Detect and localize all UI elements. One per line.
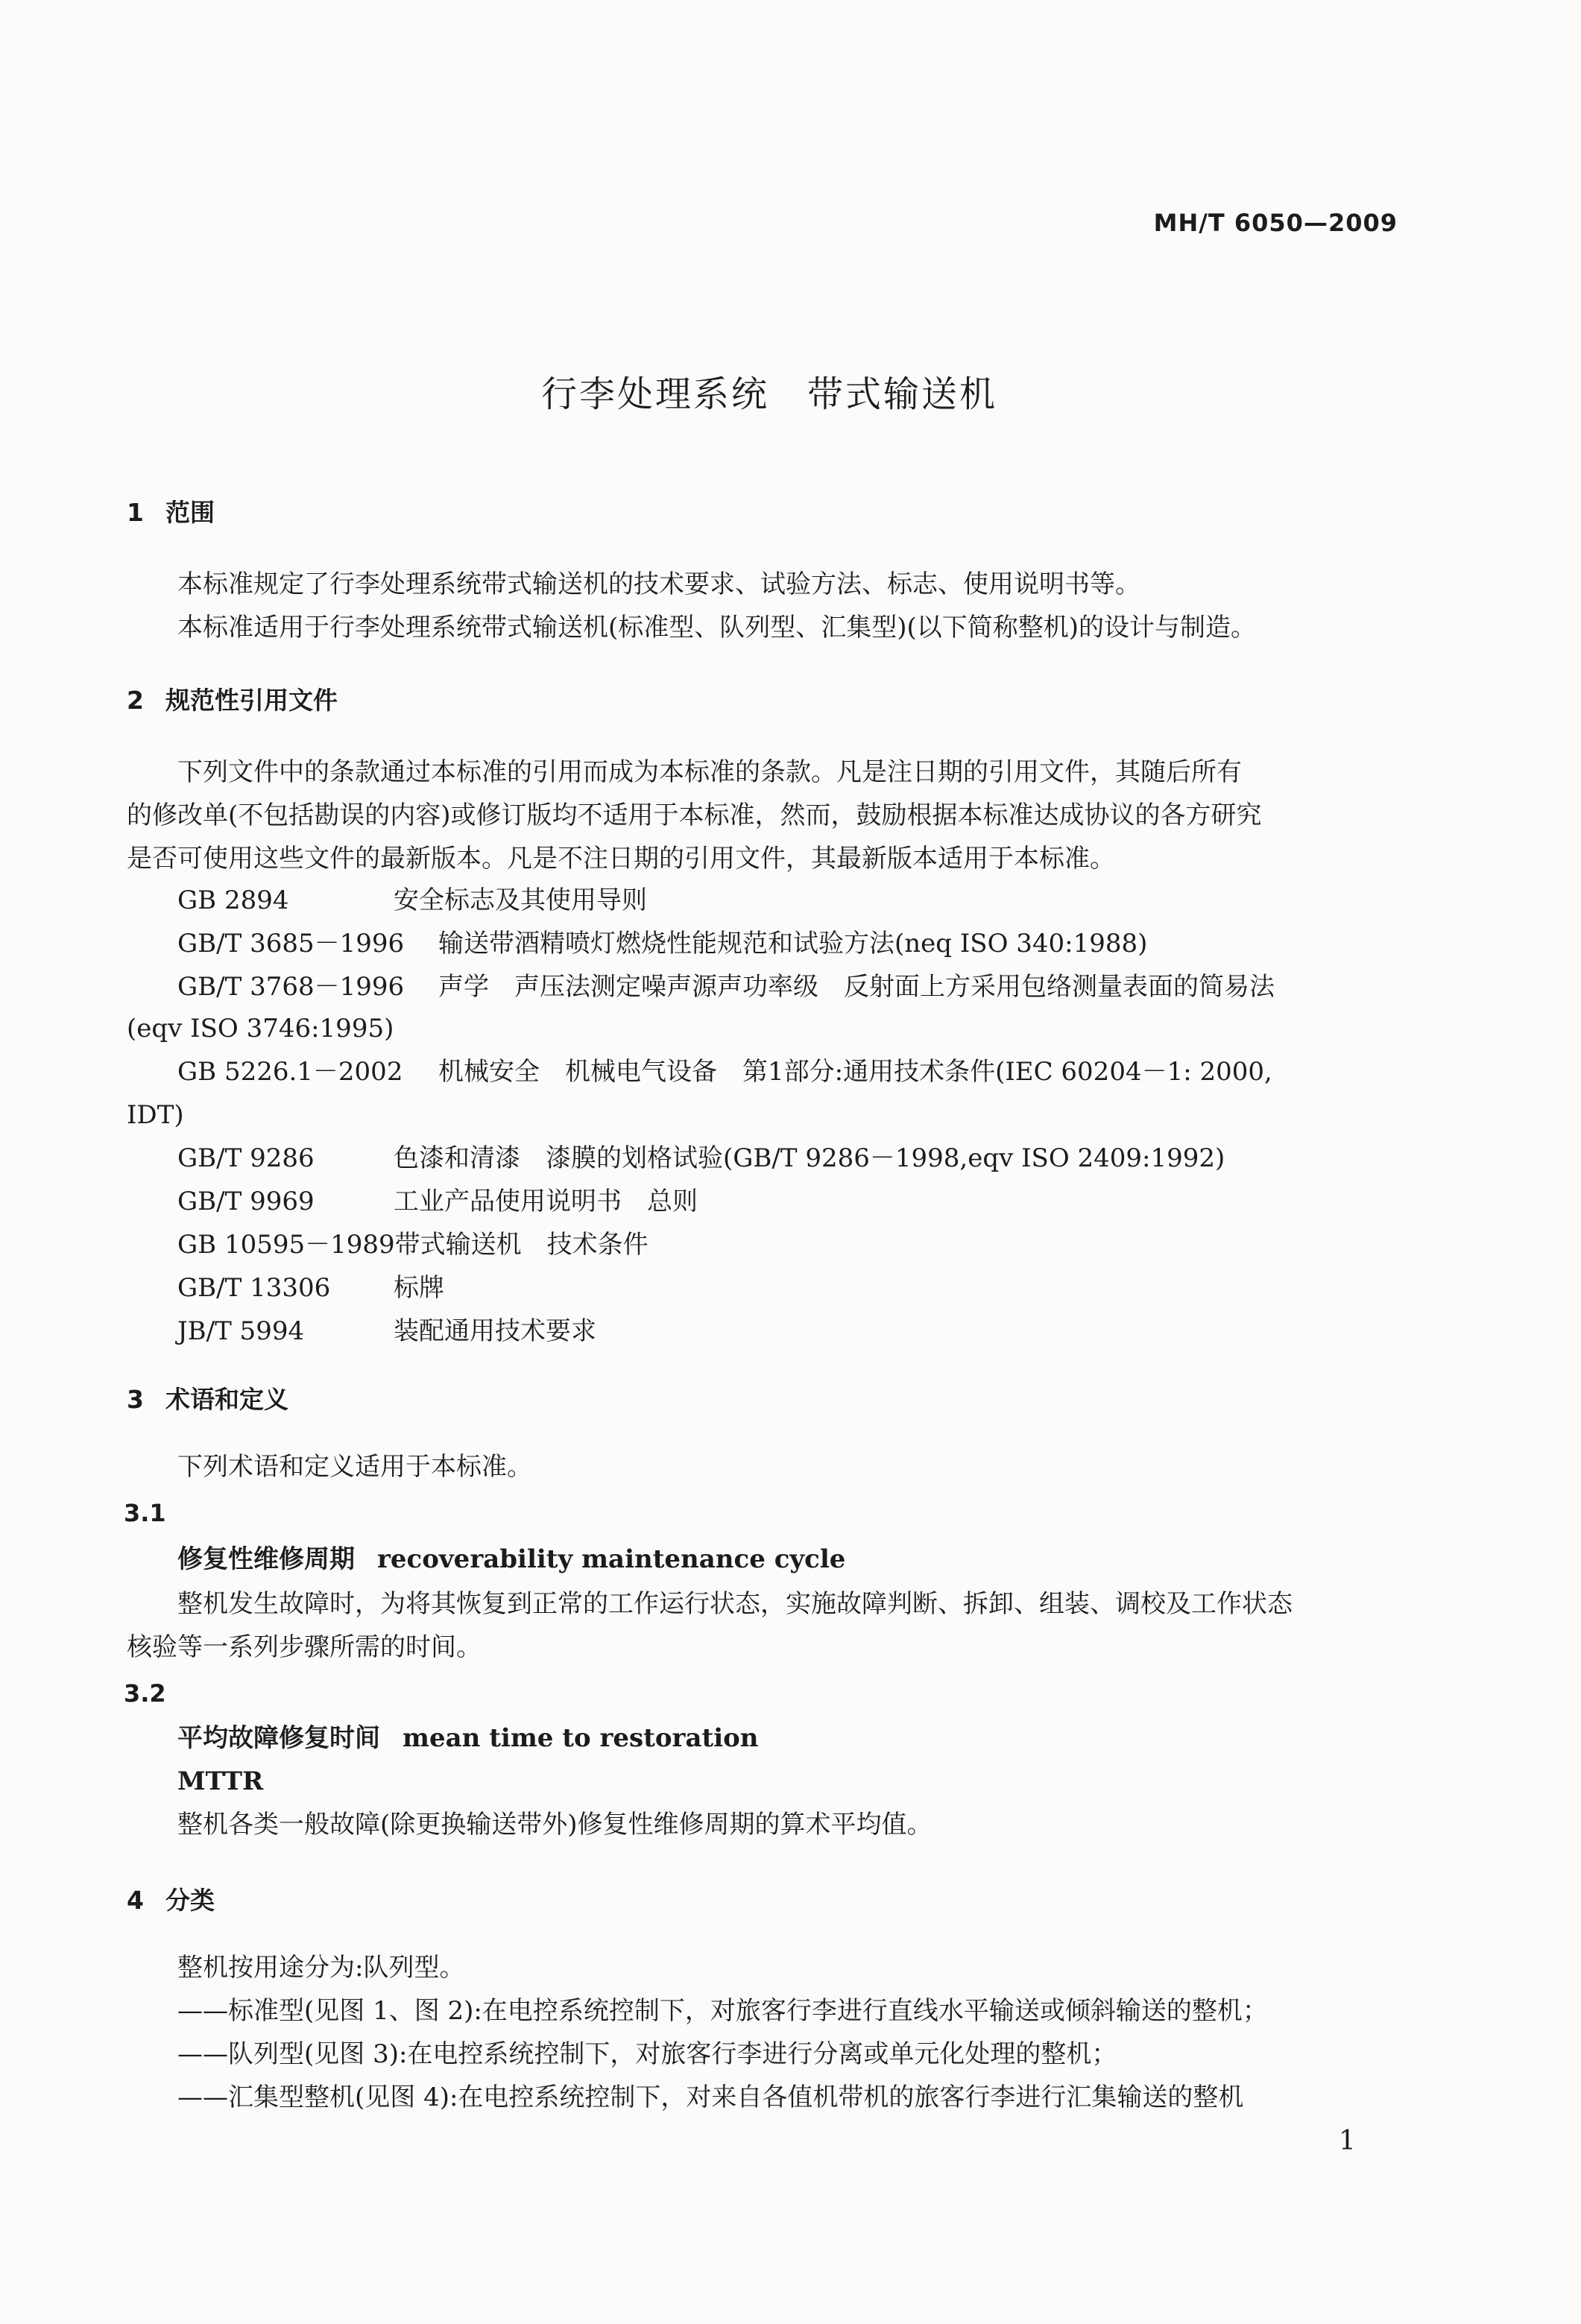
term-english: recoverability maintenance cycle	[377, 1544, 846, 1574]
section-heading-terms	[127, 1385, 288, 1415]
reference-title: 声学 声压法测定噪声源声功率级 反射面上方采用包络测量表面的简易法	[438, 972, 1275, 1002]
reference-item	[177, 972, 1275, 1002]
section-number: 4	[127, 1886, 144, 1915]
reference-item	[177, 1143, 1225, 1173]
reference-item	[177, 1273, 444, 1303]
reference-code: JB/T 5994	[177, 1316, 305, 1346]
section-title: 规范性引用文件	[165, 686, 338, 715]
term-definition-continuation: 核验等一系列步骤所需的时间。	[127, 1632, 482, 1662]
reference-item	[177, 885, 647, 915]
reference-code: GB 2894	[177, 885, 289, 915]
section-number: 1	[127, 498, 144, 527]
paragraph: 本标准适用于行李处理系统带式输送机(标准型、队列型、汇集型)(以下简称整机)的设计与制造。	[177, 613, 1257, 642]
reference-continuation: (eqv ISO 3746:1995)	[127, 1014, 394, 1043]
reference-title: 工业产品使用说明书 总则	[394, 1187, 698, 1216]
list-item: ——队列型(见图 3):在电控系统控制下，对旅客行李进行分离或单元化处理的整机；	[177, 2039, 1117, 2069]
section-title: 范围	[165, 498, 215, 527]
section-number: 3	[127, 1385, 144, 1414]
reference-item	[177, 1057, 1272, 1087]
section-heading-normative-references	[127, 686, 338, 716]
page-number: 1	[1339, 2126, 1356, 2156]
reference-title: 输送带酒精喷灯燃烧性能规范和试验方法(neq ISO 340:1988)	[438, 929, 1148, 959]
reference-title: 机械安全 机械电气设备 第1部分:通用技术条件(IEC 60204－1: 2000,	[438, 1057, 1272, 1087]
term-entry	[177, 1544, 845, 1574]
section-heading-classification	[127, 1886, 215, 1916]
reference-code: GB/T 13306	[177, 1273, 331, 1303]
paragraph: 整机按用途分为:队列型。	[177, 1953, 465, 1983]
reference-continuation: IDT)	[127, 1100, 184, 1130]
reference-code: GB/T 3685－1996	[177, 929, 405, 959]
term-chinese: 修复性维修周期	[177, 1544, 355, 1574]
reference-title: 带式输送机 技术条件	[394, 1230, 649, 1260]
term-entry	[177, 1723, 759, 1753]
section-title: 分类	[165, 1886, 215, 1915]
subclause-number: 3.1	[124, 1499, 166, 1527]
term-abbreviation: MTTR	[177, 1766, 264, 1796]
reference-item	[177, 1187, 698, 1216]
reference-code: GB/T 3768－1996	[177, 972, 405, 1002]
reference-code: GB 5226.1－2002	[177, 1057, 403, 1087]
reference-item	[177, 1316, 596, 1346]
document-title: 行李处理系统 带式输送机	[540, 373, 997, 415]
reference-item	[177, 929, 1147, 959]
reference-code: GB 10595－1989	[177, 1230, 395, 1260]
paragraph-continuation: 是否可使用这些文件的最新版本。凡是不注日期的引用文件，其最新版本适用于本标准。	[127, 844, 1115, 874]
term-chinese: 平均故障修复时间	[177, 1723, 380, 1753]
reference-code: GB/T 9286	[177, 1143, 315, 1173]
term-definition: 整机各类一般故障(除更换输送带外)修复性维修周期的算术平均值。	[177, 1810, 932, 1840]
paragraph-continuation: 的修改单(不包括勘误的内容)或修订版均不适用于本标准，然而，鼓励根据本标准达成协议的各方研究	[127, 801, 1262, 830]
term-english: mean time to restoration	[403, 1723, 759, 1753]
section-number: 2	[127, 686, 144, 715]
reference-code: GB/T 9969	[177, 1187, 315, 1216]
section-heading-scope	[127, 498, 215, 528]
standard-code: MH/T 6050—2009	[1153, 209, 1398, 237]
paragraph: 下列文件中的条款通过本标准的引用而成为本标准的条款。凡是注日期的引用文件，其随后所有	[177, 757, 1242, 787]
paragraph: 本标准规定了行李处理系统带式输送机的技术要求、试验方法、标志、使用说明书等。	[177, 569, 1140, 599]
reference-title: 装配通用技术要求	[394, 1316, 596, 1346]
reference-title: 标牌	[394, 1273, 444, 1303]
term-definition: 整机发生故障时，为将其恢复到正常的工作运行状态，实施故障判断、拆卸、组装、调校及工作状态	[177, 1589, 1293, 1619]
list-item: ——汇集型整机(见图 4):在电控系统控制下，对来自各值机带机的旅客行李进行汇集输送的整机	[177, 2083, 1244, 2112]
reference-title: 安全标志及其使用导则	[394, 885, 647, 915]
section-title: 术语和定义	[165, 1385, 288, 1414]
list-item: ——标准型(见图 1、图 2):在电控系统控制下，对旅客行李进行直线水平输送或倾斜输送的整机；	[177, 1996, 1268, 2026]
paragraph: 下列术语和定义适用于本标准。	[177, 1452, 532, 1482]
reference-title: 色漆和清漆 漆膜的划格试验(GB/T 9286－1998,eqv ISO 2409:1992)	[394, 1143, 1225, 1173]
reference-item	[177, 1230, 649, 1260]
subclause-number: 3.2	[124, 1679, 166, 1708]
